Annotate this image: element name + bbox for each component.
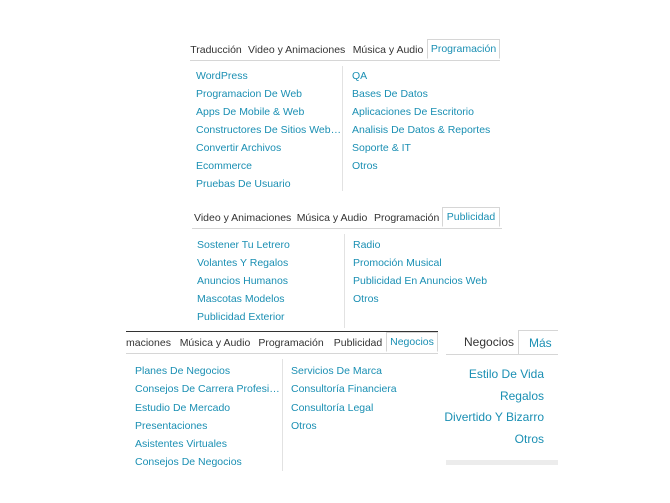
menu-link[interactable]: Publicidad Exterior (197, 311, 285, 323)
menu-link[interactable]: Presentaciones (135, 420, 208, 432)
menu-link[interactable]: Consultoría Financiera (291, 383, 397, 395)
menu-link[interactable]: Otros (514, 432, 544, 446)
menu-link[interactable]: Soporte & IT (352, 142, 411, 154)
menu-link[interactable]: Mascotas Modelos (197, 293, 285, 305)
menu-link[interactable]: Divertido Y Bizarro (444, 410, 544, 424)
tab-publicidad[interactable]: Publicidad (333, 337, 383, 349)
tab-programacion[interactable]: Programación (258, 337, 324, 349)
tab-musica-audio[interactable]: Música y Audio (179, 337, 251, 349)
menu-link[interactable]: Consejos De Negocios (135, 456, 242, 468)
menu-link[interactable]: Regalos (499, 389, 544, 403)
menu-link[interactable]: Publicidad En Anuncios Web (353, 275, 488, 287)
menu-link[interactable]: Convertir Archivos (196, 142, 282, 154)
tab-mas[interactable]: Más (518, 330, 558, 354)
tab-programacion[interactable]: Programación (374, 212, 440, 224)
menu-link[interactable]: Estilo De Vida (468, 367, 544, 381)
tab-video-animaciones[interactable]: Video y Animaciones (248, 44, 346, 56)
tab-negocios[interactable]: Negocios (386, 332, 438, 352)
menu-panel-programacion (190, 40, 500, 195)
menu-link[interactable]: Promoción Musical (353, 257, 442, 269)
menu-link[interactable]: Apps De Mobile & Web (196, 106, 305, 118)
tab-publicidad[interactable]: Publicidad (442, 207, 500, 227)
menu-link[interactable]: Anuncios Humanos (197, 275, 289, 287)
menu-link[interactable]: Otros (291, 420, 317, 432)
menu-link[interactable]: Pruebas De Usuario (196, 178, 291, 190)
column-divider (342, 66, 343, 191)
menu-link[interactable]: QA (352, 70, 368, 82)
menu-link[interactable]: Programacion De Web (196, 88, 303, 100)
menu-link[interactable]: Consultoría Legal (291, 402, 374, 414)
menu-link[interactable]: Constructores De Sitios Web… (196, 124, 342, 136)
menu-panel-negocios (126, 331, 438, 473)
menu-link[interactable]: WordPress (196, 70, 248, 82)
menu-link[interactable]: Aplicaciones De Escritorio (352, 106, 474, 118)
tab-bar (192, 208, 502, 229)
menu-link[interactable]: Servicios De Marca (291, 365, 383, 377)
menu-panel-publicidad (192, 208, 502, 328)
tab-negocios[interactable]: Negocios (464, 335, 515, 349)
menu-panel-mas (446, 330, 558, 466)
menu-link[interactable]: Asistentes Virtuales (135, 438, 228, 450)
menu-link[interactable]: Analisis De Datos & Reportes (352, 124, 491, 136)
menu-link[interactable]: Volantes Y Regalos (197, 257, 289, 269)
tab-traduccion[interactable]: Traducción (190, 44, 242, 56)
menu-link[interactable]: Otros (353, 293, 379, 305)
tab-bar (126, 333, 438, 354)
menu-link[interactable]: Ecommerce (196, 160, 253, 172)
column-divider (344, 234, 345, 328)
menu-link[interactable]: Radio (353, 239, 381, 251)
tab-programacion[interactable]: Programación (427, 39, 500, 59)
menu-link[interactable]: Consejos De Carrera Profesi… (135, 383, 280, 395)
tab-musica-audio[interactable]: Música y Audio (296, 212, 368, 224)
menu-link[interactable]: Estudio De Mercado (135, 402, 231, 414)
tab-bar (190, 40, 500, 61)
menu-link[interactable]: Bases De Datos (352, 88, 428, 100)
tab-animaciones[interactable]: maciones (126, 337, 171, 349)
menu-link[interactable]: Planes De Negocios (135, 365, 231, 377)
column-divider (282, 359, 283, 471)
tab-musica-audio[interactable]: Música y Audio (352, 44, 424, 56)
bottom-shadow (446, 460, 558, 465)
tab-video-animaciones[interactable]: Video y Animaciones (194, 212, 292, 224)
menu-link[interactable]: Sostener Tu Letrero (197, 239, 290, 251)
menu-link[interactable]: Otros (352, 160, 378, 172)
